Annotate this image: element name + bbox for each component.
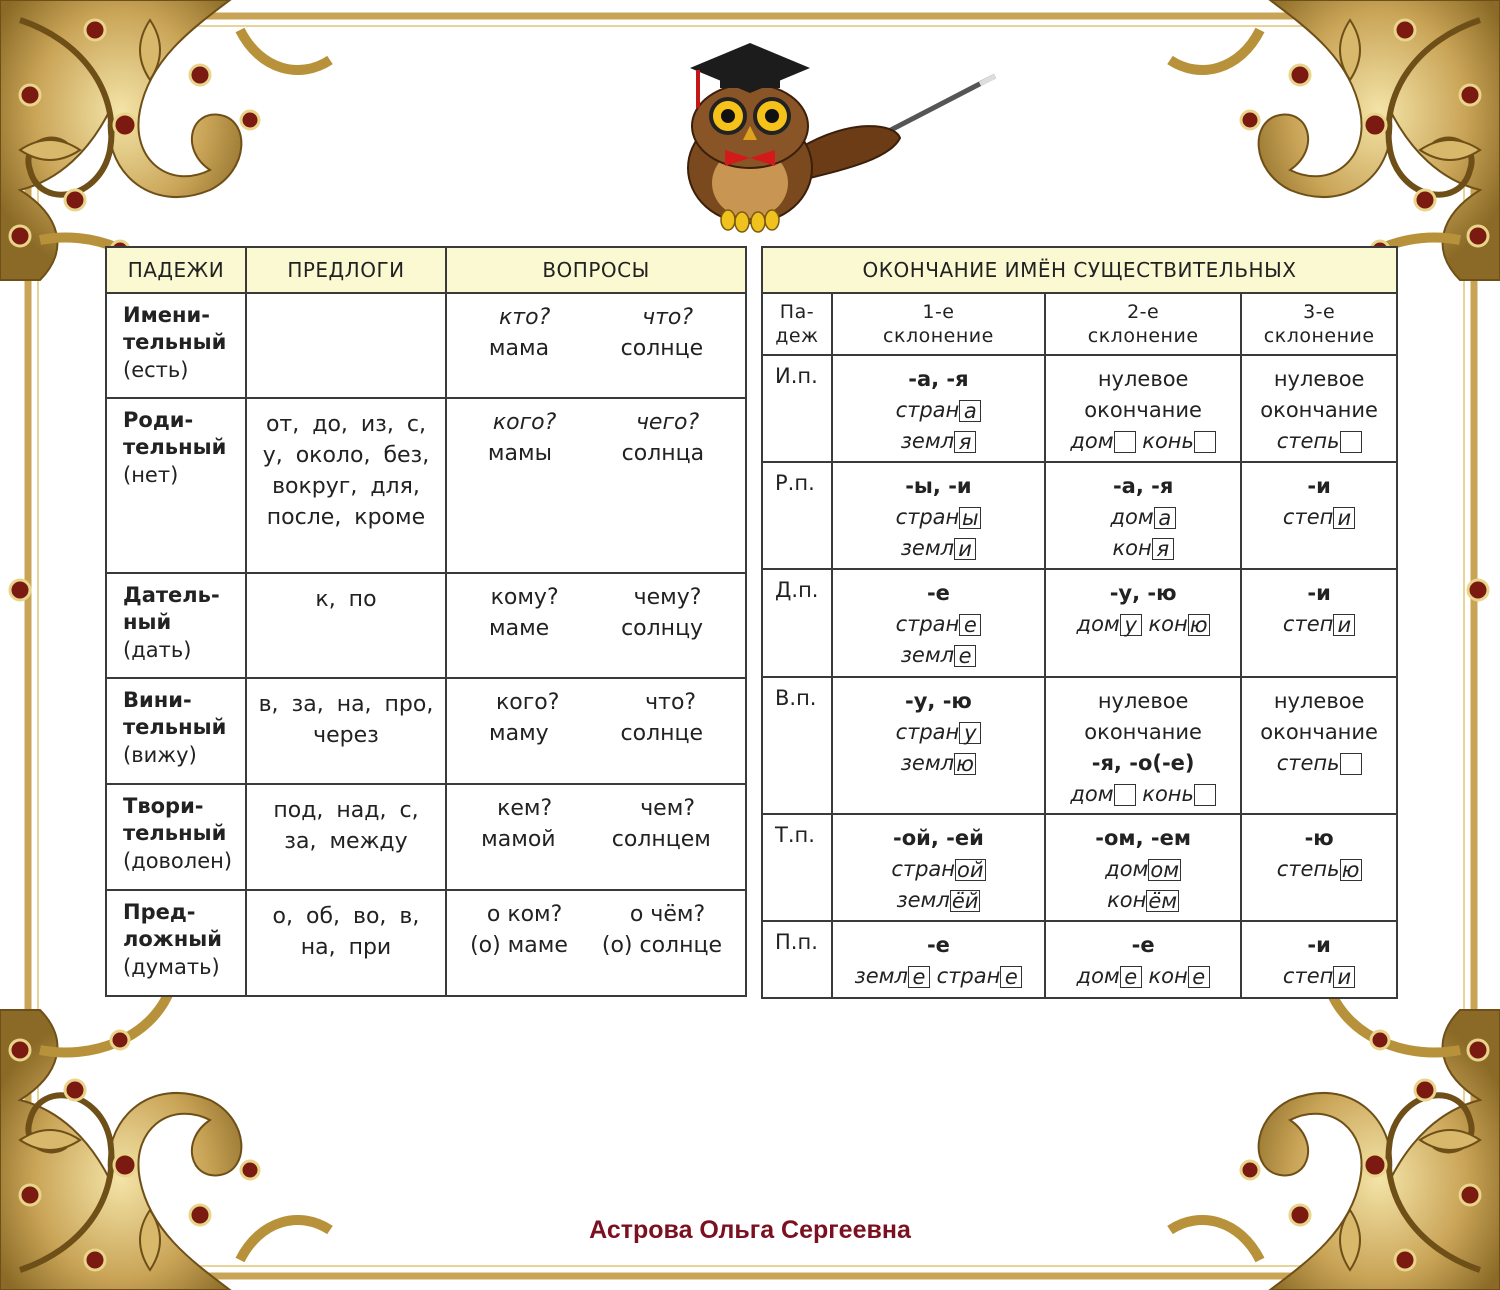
table-row — [762, 462, 1397, 569]
decl-1-cell: -у, -ю стран у земл ю — [832, 677, 1045, 814]
endings-title: ОКОНЧАНИЕ ИМЁН СУЩЕСТВИТЕЛЬНЫХ — [762, 247, 1397, 293]
table-row — [762, 355, 1397, 462]
ending-box: а — [959, 400, 981, 422]
table-row — [762, 569, 1397, 677]
ending-box: е — [954, 645, 976, 667]
subheader-case: Па- деж — [762, 293, 832, 355]
word-form: страной — [891, 857, 984, 882]
decl-3-cell: нулевое окончание степь — [1241, 677, 1397, 814]
case-name: Пред- ложный (думать) — [106, 890, 246, 996]
prepositions: к, по — [246, 573, 446, 678]
ending-box: ём — [1148, 889, 1178, 913]
decl-3-cell: нулевое окончание степь — [1241, 355, 1397, 462]
ending-box: ы — [959, 507, 981, 529]
word-form: степ и — [1283, 964, 1355, 988]
ending-box: и — [1333, 614, 1355, 636]
word-form: кон е — [1148, 964, 1209, 988]
ending-box — [1114, 784, 1136, 806]
cases-table — [105, 246, 747, 997]
decl-1-cell: -ы, -и стран ы земл и — [832, 462, 1045, 569]
word-form: стран е — [896, 612, 982, 636]
word-form: кон я — [1113, 536, 1174, 560]
decl-1-cell: -а, -я стран а земл я — [832, 355, 1045, 462]
decl-1-cell: -е стран е земл е — [832, 569, 1045, 677]
case-name: Вини- тельный (вижу) — [106, 678, 246, 784]
ending-box: е — [959, 614, 981, 636]
ending-box — [1340, 431, 1362, 453]
questions: кого? чего? мамы солнца — [446, 398, 746, 573]
endings-table — [761, 246, 1398, 999]
header-questions: ВОПРОСЫ — [446, 247, 746, 293]
questions: о ком? о чём? (о) маме (о) солнце — [446, 890, 746, 996]
ending-box: ом — [1150, 858, 1180, 882]
table-row — [106, 678, 746, 784]
decl-2-cell: -ом, -ем домом конём — [1045, 814, 1241, 921]
word-form: дом у — [1077, 612, 1142, 636]
ending-box: я — [954, 431, 976, 453]
prepositions: о, об, во, в, на, при — [246, 890, 446, 996]
case-abbr: Т.п. — [762, 814, 832, 921]
word-form: конь — [1142, 782, 1216, 806]
table-row — [106, 398, 746, 573]
ending-box: я — [1152, 538, 1174, 560]
word-form: кон ю — [1148, 612, 1209, 636]
word-form: стран ы — [896, 505, 982, 529]
ending-box: и — [954, 538, 976, 560]
ending-box: а — [1154, 507, 1176, 529]
word-form: дом а — [1111, 505, 1176, 529]
decl-3-cell: -ю степь ю — [1241, 814, 1397, 921]
table-row — [106, 890, 746, 996]
decl-1-cell: -ой, -ей страной землёй — [832, 814, 1045, 921]
ending-box: ю — [954, 753, 976, 775]
decl-2-cell: -е дом е кон е — [1045, 921, 1241, 998]
word-form: дом — [1070, 429, 1135, 453]
endings-subheader-row — [762, 293, 1397, 355]
header-cases: ПАДЕЖИ — [106, 247, 246, 293]
header-prepositions: ПРЕДЛОГИ — [246, 247, 446, 293]
word-form: стран е — [937, 964, 1023, 988]
ending-box — [1194, 431, 1216, 453]
questions: кого? что? маму солнце — [446, 678, 746, 784]
table-row — [106, 573, 746, 678]
case-name: Датель- ный (дать) — [106, 573, 246, 678]
decl-1-cell: -е земл е стран е — [832, 921, 1045, 998]
ending-box — [1194, 784, 1216, 806]
questions: кем? чем? мамой солнцем — [446, 784, 746, 890]
subheader-decl-3: 3-е склонение — [1241, 293, 1397, 355]
case-abbr: Р.п. — [762, 462, 832, 569]
case-abbr: П.п. — [762, 921, 832, 998]
case-abbr: И.п. — [762, 355, 832, 462]
case-name: Роди- тельный (нет) — [106, 398, 246, 573]
cases-header-row — [106, 247, 746, 293]
decl-2-cell: -у, -ю дом у кон ю — [1045, 569, 1241, 677]
word-form: конём — [1107, 888, 1178, 913]
word-form: степь ю — [1277, 857, 1362, 881]
ending-box: и — [1333, 507, 1355, 529]
word-form: земл я — [901, 429, 976, 453]
author-name: Астрова Ольга Сергеевна — [589, 1216, 911, 1244]
case-abbr: В.п. — [762, 677, 832, 814]
prepositions: от, до, из, с, у, около, без, вокруг, для, после, кроме — [246, 398, 446, 573]
word-form: конь — [1142, 429, 1216, 453]
word-form: земл е — [855, 964, 930, 988]
case-name: Имени- тельный (есть) — [106, 293, 246, 398]
ending-box: и — [1333, 966, 1355, 988]
word-form: степь — [1277, 751, 1362, 775]
ending-box: у — [959, 722, 981, 744]
ending-box: е — [1000, 966, 1022, 988]
ending-box: е — [1120, 966, 1142, 988]
prepositions — [246, 293, 446, 398]
decl-3-cell: -и степ и — [1241, 569, 1397, 677]
case-name: Твори- тельный (доволен) — [106, 784, 246, 890]
endings-title-row — [762, 247, 1397, 293]
ending-box: у — [1120, 614, 1142, 636]
word-form: земл ю — [901, 751, 976, 775]
ending-box: ю — [1188, 614, 1210, 636]
table-row — [106, 784, 746, 890]
table-row — [762, 814, 1397, 921]
word-form: степь — [1277, 429, 1362, 453]
owl-teacher-image — [650, 38, 1010, 238]
questions: кому? чему? маме солнцу — [446, 573, 746, 678]
word-form: стран у — [896, 720, 982, 744]
word-form: стран а — [896, 398, 982, 422]
questions: кто? что? мама солнце — [446, 293, 746, 398]
case-abbr: Д.п. — [762, 569, 832, 677]
ending-box: ой — [957, 858, 984, 882]
word-form: земл е — [901, 643, 976, 667]
word-form: дом е — [1077, 964, 1142, 988]
prepositions: под, над, с, за, между — [246, 784, 446, 890]
ending-box: ю — [1340, 859, 1362, 881]
decl-2-cell: нулевое окончание -я, -о(-е) дом конь — [1045, 677, 1241, 814]
word-form: степ и — [1283, 612, 1355, 636]
decl-2-cell: -а, -я дом а кон я — [1045, 462, 1241, 569]
subheader-decl-2: 2-е склонение — [1045, 293, 1241, 355]
decl-3-cell: -и степ и — [1241, 921, 1397, 998]
ending-box — [1340, 753, 1362, 775]
subheader-decl-1: 1-е склонение — [832, 293, 1045, 355]
ending-box: е — [908, 966, 930, 988]
ending-box: ёй — [951, 889, 979, 913]
prepositions: в, за, на, про, через — [246, 678, 446, 784]
table-row — [762, 921, 1397, 998]
word-form: землёй — [896, 888, 979, 913]
table-row — [106, 293, 746, 398]
word-form: земл и — [901, 536, 976, 560]
word-form: домом — [1105, 857, 1180, 882]
table-row — [762, 677, 1397, 814]
ending-box: е — [1188, 966, 1210, 988]
decl-3-cell: -и степ и — [1241, 462, 1397, 569]
word-form: дом — [1070, 782, 1135, 806]
ending-box — [1114, 431, 1136, 453]
endings-body — [762, 355, 1397, 998]
word-form: степ и — [1283, 505, 1355, 529]
decl-2-cell: нулевое окончание дом конь — [1045, 355, 1241, 462]
